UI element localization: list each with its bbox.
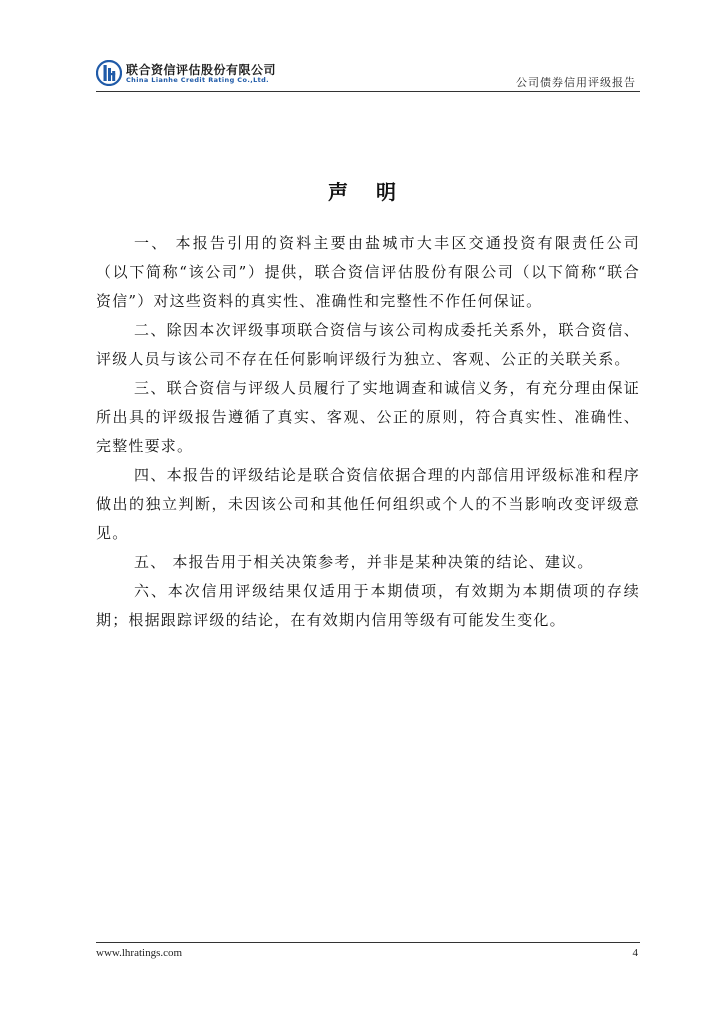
statement-paragraph-6: 六、本次信用评级结果仅适用于本期债项，有效期为本期债项的存续期；根据跟踪评级的结论，在有效期内信用等级有可能发生变化。 bbox=[96, 582, 640, 629]
statement-paragraph-5: 五、 本报告用于相关决策参考，并非是某种决策的结论、建议。 bbox=[134, 553, 594, 571]
company-name-en: China Lianhe Credit Rating Co.,Ltd. bbox=[126, 76, 270, 84]
lianhe-logo-icon bbox=[96, 60, 122, 86]
statement-paragraph-2: 二、除因本次评级事项联合资信与该公司构成委托关系外，联合资信、评级人员与该公司不存在任何影响评级行为独立、客观、公正的关联关系。 bbox=[96, 321, 640, 368]
header-divider bbox=[96, 91, 640, 92]
statement-paragraph-3: 三、联合资信与评级人员履行了实地调查和诚信义务，有充分理由保证所出具的评级报告遵循了真实、客观、公正的原则，符合真实性、准确性、完整性要求。 bbox=[96, 379, 640, 455]
statement-paragraph-4: 四、本报告的评级结论是联合资信依据合理的内部信用评级标准和程序做出的独立判断，未因该公司和其他任何组织或个人的不当影响改变评级意见。 bbox=[96, 466, 640, 542]
statement-paragraph-1: 一、 本报告引用的资料主要由盐城市大丰区交通投资有限责任公司（以下简称“该公司”）提供，联合资信评估股份有限公司（以下简称“联合资信”）对这些资料的真实性、准确性和完整性不作任何保证。 bbox=[96, 234, 640, 310]
report-type-label: 公司债券信用评级报告 bbox=[516, 76, 636, 89]
footer-website: www.lhratings.com bbox=[96, 947, 183, 959]
page-number: 4 bbox=[632, 947, 638, 959]
statement-body bbox=[96, 229, 640, 635]
company-name-cn: 联合资信评估股份有限公司 bbox=[126, 63, 277, 77]
page-title: 声明 bbox=[328, 180, 424, 204]
page-header bbox=[96, 56, 640, 92]
footer-divider bbox=[96, 942, 640, 943]
